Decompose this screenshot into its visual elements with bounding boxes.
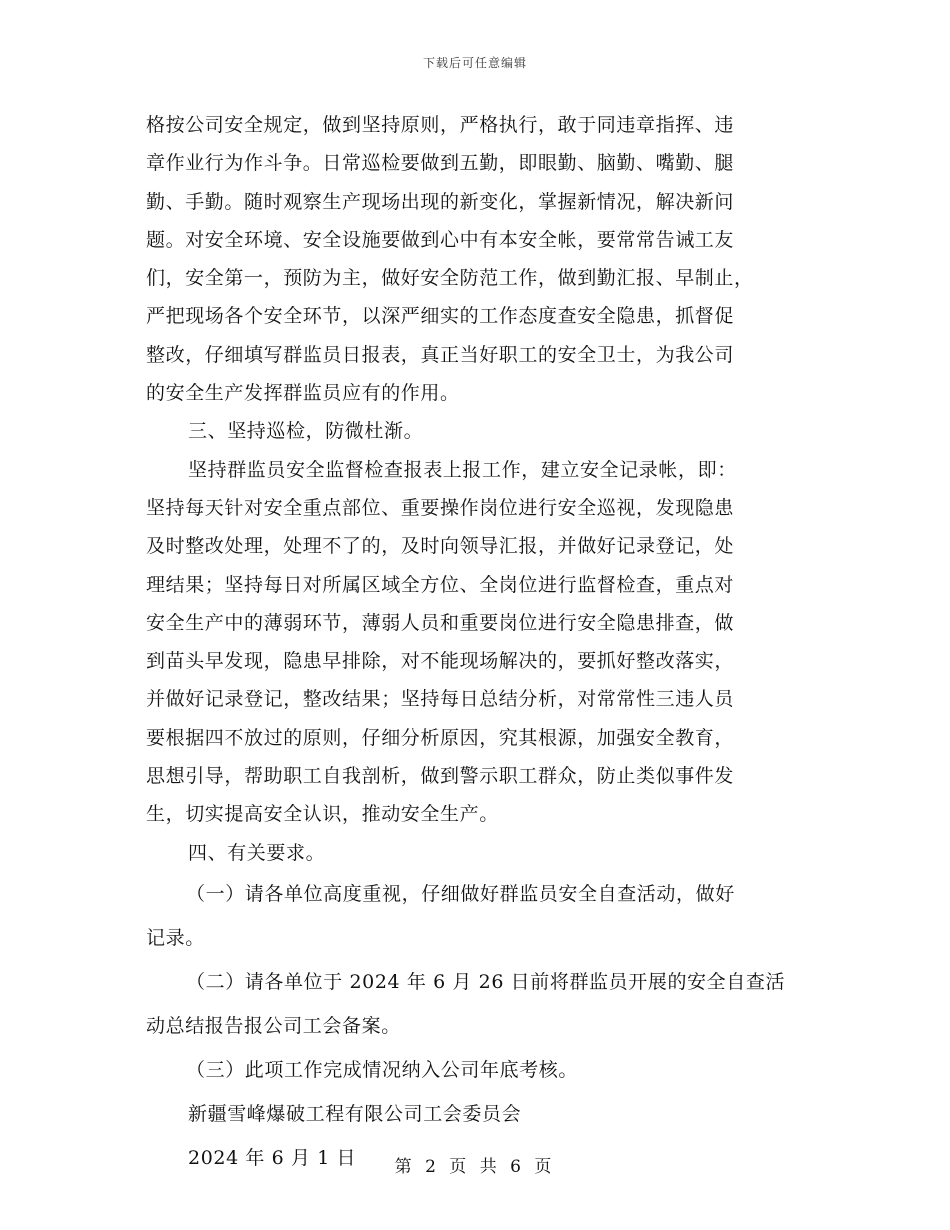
header-note: 下载后可任意编辑 [422, 56, 527, 70]
text-line: 安全生产中的薄弱环节，薄弱人员和重要岗位进行安全隐患排查，做 [146, 611, 735, 634]
text-line: 到苗头早发现，隐患早排除，对不能现场解决的，要抓好整改落实， [146, 650, 735, 673]
text-line: 的安全生产发挥群监员应有的作用。 [146, 382, 460, 405]
text-line: 勤、手勤。随时观察生产现场出现的新变化，掌握新情况，解决新问 [146, 190, 735, 213]
requirement-1 [146, 872, 806, 960]
text-line: 动总结报告报公司工会备案。 [146, 1014, 401, 1037]
text-line: 及时整改处理，处理不了的，及时向领导汇报，并做好记录登记，处 [146, 535, 735, 558]
signature-organization: 新疆雪峰爆破工程有限公司工会委员会 [188, 1102, 522, 1125]
page-footer [0, 1152, 950, 1177]
signature-date: 2024 年 6 月 1 日 [188, 1146, 357, 1169]
paragraph-inspection [146, 451, 806, 834]
section-heading-3: 三、坚持巡检，防微杜渐。 [188, 420, 424, 443]
text-line: 坚持每天针对安全重点部位、重要操作岗位进行安全巡视，发现隐患 [146, 496, 735, 519]
footer-mid: 页 共 [449, 1157, 501, 1177]
text-line: 们，安全第一，预防为主，做好安全防范工作，做到勤汇报、早制止， [146, 267, 754, 290]
text-line: 生，切实提高安全认识，推动安全生产。 [146, 803, 499, 826]
section-heading-4: 四、有关要求。 [188, 841, 326, 864]
footer-prefix: 第 [394, 1157, 416, 1177]
text-line: 并做好记录登记，整改结果；坚持每日总结分析，对常常性三违人员 [146, 688, 735, 711]
requirement-3: （三）此项工作完成情况纳入公司年底考核。 [186, 1058, 579, 1081]
text-line: （二）请各单位于 2024 年 6 月 26 日前将群监员开展的安全自查活 [186, 970, 786, 993]
text-line: 题。对安全环境、安全设施要做到心中有本安全帐，要常常告诫工友 [146, 228, 735, 251]
text-line: 记录。 [146, 926, 205, 949]
current-page-number: 2 [425, 1157, 440, 1177]
text-line: 要根据四不放过的原则，仔细分析原因，究其根源，加强安全教育， [146, 726, 735, 749]
paragraph-duties [146, 106, 806, 412]
requirement-2 [146, 960, 806, 1048]
text-line: 严把现场各个安全环节，以深严细实的工作态度查安全隐患，抓督促 [146, 305, 735, 328]
text-line: 坚持群监员安全监督检查报表上报工作，建立安全记录帐，即： [188, 458, 737, 481]
text-line: （一）请各单位高度重视，仔细做好群监员安全自查活动，做好 [186, 882, 735, 905]
document-body [146, 106, 806, 1180]
text-line: 思想引导，帮助职工自我剖析，做到警示职工群众，防止类似事件发 [146, 765, 735, 788]
text-line: 整改，仔细填写群监员日报表，真正当好职工的安全卫士，为我公司 [146, 343, 735, 366]
total-page-count: 6 [510, 1157, 525, 1177]
footer-suffix: 页 [534, 1157, 556, 1177]
text-line: 章作业行为作斗争。日常巡检要做到五勤，即眼勤、脑勤、嘴勤、腿 [146, 152, 735, 175]
text-line: 格按公司安全规定，做到坚持原则，严格执行，敢于同违章指挥、违 [146, 114, 735, 136]
text-line: 理结果；坚持每日对所属区域全方位、全岗位进行监督检查，重点对 [146, 573, 735, 596]
